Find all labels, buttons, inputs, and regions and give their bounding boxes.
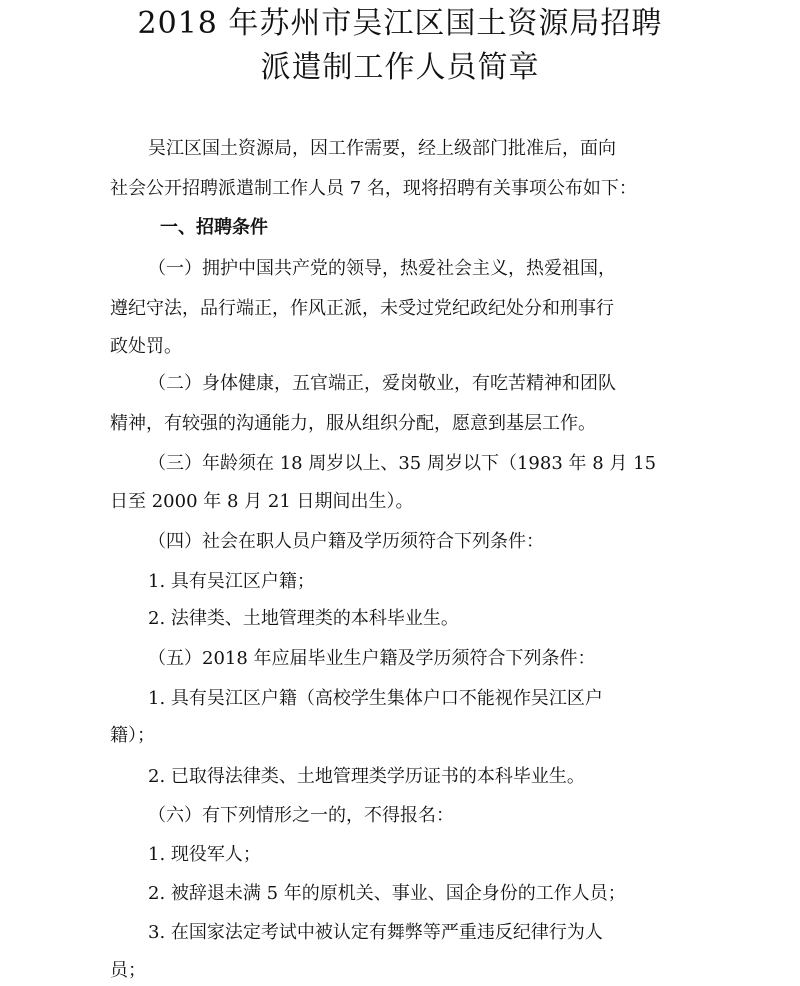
item2-line-2: 精神，有较强的沟通能力，服从组织分配，愿意到基层工作。 xyxy=(110,413,596,434)
item5-sub2: 2. 已取得法律类、土地管理类学历证书的本科毕业生。 xyxy=(148,766,585,787)
item6-line: （六）有下列情形之一的，不得报名： xyxy=(148,805,454,826)
item6-sub1: 1. 现役军人； xyxy=(148,844,261,865)
intro-line-2: 社会公开招聘派遣制工作人员 7 名，现将招聘有关事项公布如下： xyxy=(110,178,637,199)
item1-line-1: （一）拥护中国共产党的领导，热爱社会主义，热爱祖国， xyxy=(148,258,616,279)
item6-sub3-line-1: 3. 在国家法定考试中被认定有舞弊等严重违反纪律行为人 xyxy=(148,922,603,943)
item1-line-3: 政处罚。 xyxy=(110,336,182,357)
item6-sub3-line-2: 员； xyxy=(110,960,146,981)
item6-sub2: 2. 被辞退未满 5 年的原机关、事业、国企身份的工作人员； xyxy=(148,883,626,904)
item3-line-1: （三）年龄须在 18 周岁以上、35 周岁以下（1983 年 8 月 15 xyxy=(148,453,657,474)
document-title-line2: 派遣制工作人员简章 xyxy=(260,50,540,85)
item2-line-1: （二）身体健康，五官端正，爱岗敬业，有吃苦精神和团队 xyxy=(148,373,616,394)
section1-heading: 一、招聘条件 xyxy=(160,217,268,238)
item5-sub1-line-2: 籍）； xyxy=(110,725,155,746)
item4-line: （四）社会在职人员户籍及学历须符合下列条件： xyxy=(148,531,544,552)
item1-line-2: 遵纪守法，品行端正，作风正派，未受过党纪政纪处分和刑事行 xyxy=(110,298,614,319)
item4-sub1: 1. 具有吴江区户籍； xyxy=(148,571,315,592)
item5-line: （五）2018 年应届毕业生户籍及学历须符合下列条件： xyxy=(148,648,596,669)
item3-line-2: 日至 2000 年 8 月 21 日期间出生）。 xyxy=(110,491,414,512)
item4-sub2: 2. 法律类、土地管理类的本科毕业生。 xyxy=(148,608,459,629)
item5-sub1-line-1: 1. 具有吴江区户籍（高校学生集体户口不能视作吴江区户 xyxy=(148,688,603,709)
document-title-line1: 2018 年苏州市吴江区国土资源局招聘 xyxy=(137,6,663,41)
intro-line-1: 吴江区国土资源局，因工作需要，经上级部门批准后，面向 xyxy=(148,138,616,159)
